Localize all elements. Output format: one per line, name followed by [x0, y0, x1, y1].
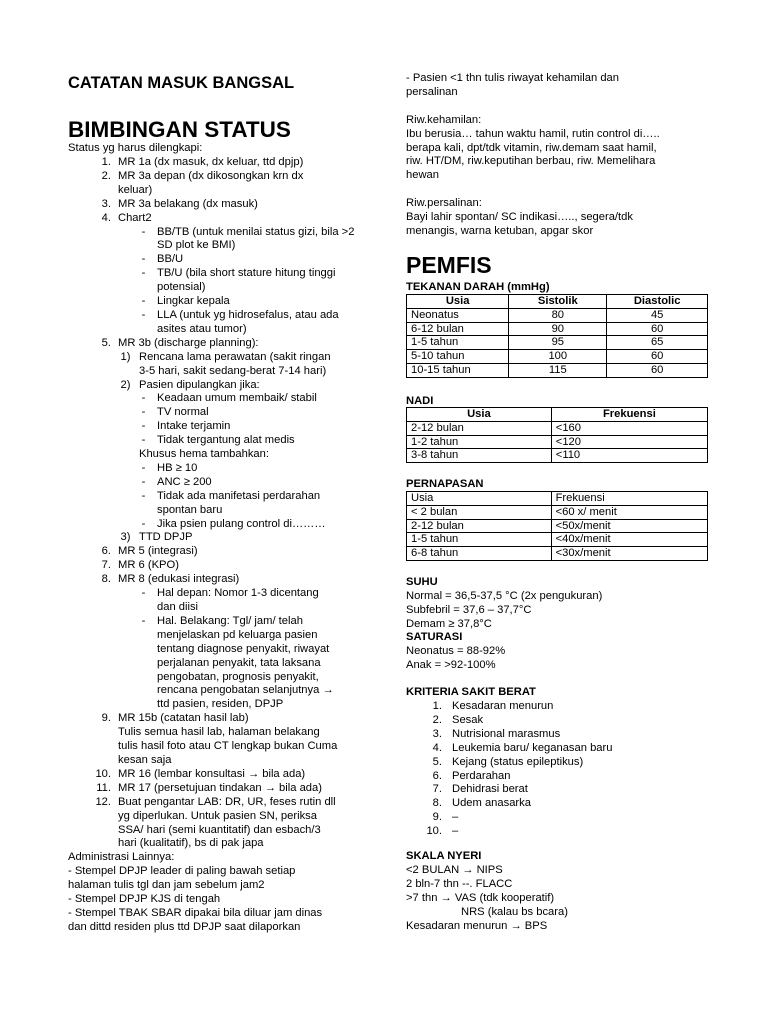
status-line [68, 198, 354, 212]
table-cell: 2-12 bulan [407, 421, 552, 435]
kriteria-item [406, 783, 612, 797]
status-line [68, 351, 354, 365]
list-marker: - [141, 614, 146, 627]
list-text: SD plot ke BMI) [157, 239, 236, 252]
saturasi-title: SATURASI [406, 631, 463, 643]
table-header-cell: Usia [407, 492, 552, 506]
status-line [68, 559, 354, 573]
list-text: MR 1a (dx masuk, dx keluar, ttd dpjp) [118, 156, 304, 168]
status-line [68, 309, 354, 323]
table-cell: 65 [607, 336, 708, 350]
table-row [407, 308, 708, 322]
riwayat-line: menangis, warna ketuban, apgar skor [406, 224, 594, 237]
list-text: Jika psien pulang control di……… [157, 517, 326, 530]
list-marker: 6. [101, 545, 111, 558]
table-cell: 60 [607, 350, 708, 364]
list-text: TB/U (bila short stature hitung tinggi [157, 267, 336, 280]
kriteria-number: 5. [432, 755, 442, 768]
kriteria-item [406, 728, 612, 742]
kriteria-text: – [452, 825, 459, 838]
list-marker: - [141, 225, 146, 238]
list-text: asites atau tumor) [157, 322, 247, 335]
riwayat-line: berapa kali, dpt/tdk vitamin, riw.demam saat hamil, [406, 141, 657, 154]
table-cell: 100 [509, 350, 607, 364]
status-line [68, 824, 354, 838]
kriteria-text: Dehidrasi berat [452, 783, 528, 796]
table-cell: 5-10 tahun [407, 350, 509, 364]
table-cell: < 2 bulan [407, 505, 552, 519]
td-title: TEKANAN DARAH (mmHg) [406, 281, 550, 293]
list-text: menjelaskan pd keluarga pasien [157, 628, 318, 641]
admin-line: - Stempel DPJP KJS di tengah [68, 892, 221, 905]
list-text: MR 6 (KPO) [118, 559, 179, 572]
table-row [407, 533, 708, 547]
kriteria-number: 6. [432, 769, 442, 782]
pernapasan-title: PERNAPASAN [406, 478, 484, 490]
table-cell: 45 [607, 308, 708, 322]
status-line [68, 740, 354, 754]
kriteria-item [406, 742, 612, 756]
list-text: LLA (untuk yg hidrosefalus, atau ada [157, 308, 339, 321]
riwayat-line: Riw.kehamilan: [406, 113, 482, 126]
saturasi-line: Anak = >92-100% [406, 658, 496, 671]
table-row [407, 322, 708, 336]
status-line [68, 712, 354, 726]
status-line [68, 281, 354, 295]
admin-line: dan dittd residen plus ttd DPJP saat dilaporkan [68, 920, 301, 933]
nyeri-title: SKALA NYERI [406, 850, 482, 862]
riwayat-line: riw. HT/DM, riw.keputihan berbau, riw. Memelihara [406, 155, 656, 168]
riwayat-line [406, 183, 660, 197]
status-line [68, 392, 354, 406]
status-line [68, 462, 354, 476]
table-cell: 1-5 tahun [407, 336, 509, 350]
status-line [68, 684, 354, 698]
list-text: keluar) [118, 183, 153, 196]
status-line [68, 615, 354, 629]
status-line [68, 212, 354, 226]
list-text: MR 15b (catatan hasil lab) [118, 712, 249, 725]
status-line [68, 253, 354, 267]
list-text: HB ≥ 10 [157, 461, 198, 474]
status-line [68, 782, 354, 796]
heading-pemfis: PEMFIS [406, 252, 492, 278]
table-cell: 2-12 bulan [407, 519, 552, 533]
status-line [68, 531, 354, 545]
list-text: MR 3a depan (dx dikosongkan krn dx [118, 169, 304, 182]
kriteria-number: 1. [432, 700, 442, 712]
list-text: Rencana lama perawatan (sakit ringan [139, 350, 331, 363]
table-cell: 60 [607, 363, 708, 377]
kriteria-text: Udem anasarka [452, 797, 531, 810]
saturasi-line: Neonatus = 88-92% [406, 645, 506, 657]
list-text: MR 17 (persetujuan tindakan → bila ada) [118, 781, 322, 794]
list-text: BB/TB (untuk menilai status gizi, bila >2 [157, 225, 355, 238]
riwayat-line: Bayi lahir spontan/ SC indikasi….., segera/tdk [406, 211, 633, 224]
status-line [68, 170, 354, 184]
status-line [68, 239, 354, 253]
status-line [68, 587, 354, 601]
list-text: MR 3a belakang (dx masuk) [118, 197, 258, 210]
list-text: Khusus hema tambahkan: [139, 448, 269, 461]
riwayat-line: persalinan [406, 85, 458, 98]
list-text: Chart2 [118, 211, 152, 224]
list-text: tulis hasil foto atau CT lengkap bukan Cuma [118, 740, 338, 753]
list-text: 3-5 hari, sakit sedang-berat 7-14 hari) [139, 364, 327, 377]
list-marker: - [141, 308, 146, 321]
status-line [68, 768, 354, 782]
table-cell: <110 [551, 449, 707, 463]
table-cell: 1-2 tahun [407, 435, 552, 449]
list-text: Tulis semua hasil lab, halaman belakang [118, 726, 320, 739]
riwayat-line: hewan [406, 169, 439, 182]
list-text: BB/U [157, 253, 184, 266]
list-marker: 12. [95, 795, 111, 808]
list-marker: 9. [101, 712, 111, 725]
nyeri-line: Kesadaran menurun → BPS [406, 919, 548, 932]
list-marker: 1. [101, 156, 111, 168]
nyeri-list [406, 864, 568, 934]
intro-text: Status yg harus dilengkapi: [68, 142, 203, 154]
table-cell: <40x/menit [551, 533, 707, 547]
kriteria-text: Sesak [452, 713, 484, 726]
list-text: MR 5 (integrasi) [118, 545, 198, 558]
list-text: TTD DPJP [139, 531, 193, 544]
table-cell: <120 [551, 435, 707, 449]
nyeri-line: NRS (kalau bs bcara) [461, 905, 568, 918]
table-row [407, 363, 708, 377]
list-text: dan diisi [157, 601, 199, 613]
table-cell: 10-15 tahun [407, 363, 509, 377]
pernapasan-table [406, 491, 708, 561]
status-line [68, 643, 354, 657]
list-text: TV normal [157, 406, 209, 419]
status-line [68, 323, 354, 337]
suhu-line: Demam ≥ 37,8°C [406, 617, 492, 630]
list-marker: - [141, 392, 146, 405]
list-marker: 3. [101, 197, 111, 210]
list-text: kesan saja [118, 753, 172, 766]
list-marker: - [141, 517, 146, 530]
list-marker: 11. [96, 781, 111, 794]
list-text: Keadaan umum membaik/ stabil [157, 392, 317, 405]
table-row [407, 336, 708, 350]
list-marker: 7. [101, 559, 111, 572]
list-text: potensial) [157, 281, 206, 294]
list-text: Hal depan: Nomor 1-3 dicentang [157, 587, 319, 600]
list-text: SSA/ hari (semi kuantitatif) dan esbach/3 [118, 823, 321, 836]
status-line [68, 754, 354, 768]
table-header-cell: Usia [407, 295, 509, 309]
list-text: Pasien dipulangkan jika: [139, 378, 260, 391]
suhu-list [406, 590, 602, 632]
kriteria-text: – [452, 811, 459, 824]
kriteria-item [406, 797, 612, 811]
heading-bimbingan: BIMBINGAN STATUS [68, 117, 291, 142]
riwayat-section [406, 72, 660, 239]
status-line [68, 184, 354, 198]
table-cell: 95 [509, 336, 607, 350]
status-line [68, 365, 354, 379]
status-line [68, 434, 354, 448]
status-line [68, 406, 354, 420]
list-marker: 2) [120, 378, 131, 391]
kriteria-text: Perdarahan [452, 769, 511, 782]
list-marker: 2. [101, 169, 111, 182]
list-text: hari (kualitatif), bs di pak japa [118, 837, 264, 850]
list-text: ANC ≥ 200 [157, 475, 212, 488]
table-header-cell: Sistolik [509, 295, 607, 309]
list-marker: - [141, 295, 146, 308]
kriteria-item [406, 756, 612, 770]
kriteria-number: 10. [426, 825, 442, 838]
table-cell: <30x/menit [551, 547, 707, 561]
riwayat-line [406, 100, 660, 114]
list-text: Buat pengantar LAB: DR, UR, feses rutin dll [118, 795, 336, 808]
kriteria-text: Kejang (status epileptikus) [452, 755, 584, 768]
nyeri-line: 2 bln-7 thn --. FLACC [406, 877, 513, 890]
list-marker: - [141, 489, 146, 502]
nadi-table [406, 407, 708, 463]
table-cell: 1-5 tahun [407, 533, 552, 547]
status-line [68, 476, 354, 490]
list-text: Tidak ada manifetasi perdarahan [157, 489, 321, 502]
table-row [407, 350, 708, 364]
status-line [68, 490, 354, 504]
kriteria-number: 8. [432, 797, 442, 810]
table-cell: 6-12 bulan [407, 322, 509, 336]
table-cell: 6-8 tahun [407, 547, 552, 561]
kriteria-text: Kesadaran menurun [452, 700, 554, 712]
suhu-line: Normal = 36,5-37,5 °C (2x pengukuran) [406, 590, 603, 602]
table-row [407, 519, 708, 533]
status-line [68, 448, 354, 462]
list-marker: 8. [101, 573, 111, 586]
status-line [68, 337, 354, 351]
list-text: MR 8 (edukasi integrasi) [118, 573, 240, 586]
nyeri-line: >7 thn → VAS (tdk kooperatif) [406, 891, 555, 904]
table-row [407, 547, 708, 561]
kriteria-list [406, 700, 612, 839]
list-marker: - [141, 253, 146, 266]
list-marker: - [141, 434, 146, 447]
riwayat-line: Ibu berusia… tahun waktu hamil, rutin control di….. [406, 127, 660, 140]
table-cell: 115 [509, 363, 607, 377]
status-line [68, 267, 354, 281]
list-text: spontan baru [157, 503, 223, 516]
table-cell: 90 [509, 322, 607, 336]
kriteria-item [406, 714, 612, 728]
status-line [68, 796, 354, 810]
status-line [68, 295, 354, 309]
status-line [68, 837, 354, 851]
table-cell: 3-8 tahun [407, 449, 552, 463]
list-marker: - [141, 461, 146, 474]
kriteria-item [406, 825, 612, 839]
kriteria-item [406, 811, 612, 825]
list-marker: - [141, 267, 146, 280]
admin-line: halaman tulis tgl dan jam sebelum jam2 [68, 878, 265, 891]
list-text: Hal. Belakang: Tgl/ jam/ telah [157, 614, 303, 627]
status-line [68, 657, 354, 671]
table-row [407, 435, 708, 449]
list-text: pengobatan, prognosis penyakit, [157, 670, 319, 683]
riwayat-line: Riw.persalinan: [406, 197, 482, 210]
admin-line: - Stempel TBAK SBAR dipakai bila diluar jam dinas [68, 906, 323, 919]
kriteria-number: 4. [432, 741, 442, 754]
table-row [407, 505, 708, 519]
table-cell: 60 [607, 322, 708, 336]
status-line [68, 629, 354, 643]
table-cell: <50x/menit [551, 519, 707, 533]
table-header-cell: Frekuensi [551, 492, 707, 506]
kriteria-item [406, 770, 612, 784]
suhu-title: SUHU [406, 576, 438, 588]
status-line [68, 156, 354, 170]
list-marker: 5. [101, 336, 111, 349]
list-marker: - [141, 475, 146, 488]
status-list [68, 156, 354, 851]
nyeri-line: <2 BULAN → NIPS [406, 864, 503, 876]
list-text: MR 16 (lembar konsultasi → bila ada) [118, 767, 306, 780]
status-line [68, 420, 354, 434]
admin-title: Administrasi Lainnya: [68, 851, 175, 863]
list-marker: 3) [120, 531, 131, 544]
list-text: Tidak tergantung alat medis [157, 434, 295, 447]
table-header-cell: Diastolic [607, 295, 708, 309]
list-marker: 4. [101, 211, 111, 224]
list-text: MR 3b (discharge planning): [118, 336, 259, 349]
table-cell: 80 [509, 308, 607, 322]
kriteria-item [406, 700, 612, 714]
admin-line: - Stempel DPJP leader di paling bawah setiap [68, 865, 296, 877]
list-text: rencana pengobatan selanjutnya → [157, 684, 334, 697]
list-text: yg diperlukan. Untuk pasien SN, periksa [118, 809, 317, 822]
riwayat-line: - Pasien <1 thn tulis riwayat kehamilan dan [406, 72, 619, 84]
kriteria-text: Leukemia baru/ keganasan baru [452, 741, 613, 754]
status-line [68, 671, 354, 685]
list-marker: 1) [120, 350, 131, 363]
status-line [68, 698, 354, 712]
status-line [68, 601, 354, 615]
table-header-cell: Usia [407, 408, 552, 422]
list-text: ttd pasien, residen, DPJP [157, 698, 284, 711]
table-cell: <60 x/ menit [551, 505, 707, 519]
status-line [68, 518, 354, 532]
list-text: perjalanan penyakit, tata laksana [157, 656, 321, 669]
list-marker: - [141, 587, 146, 600]
saturasi-list [406, 645, 505, 673]
list-marker: 10. [95, 767, 111, 780]
table-cell: <160 [551, 421, 707, 435]
table-row [407, 421, 708, 435]
table-header-cell: Frekuensi [551, 408, 707, 422]
status-line [68, 545, 354, 559]
kriteria-number: 9. [432, 811, 442, 824]
status-line [68, 810, 354, 824]
suhu-line: Subfebril = 37,6 – 37,7°C [406, 603, 532, 616]
nadi-title: NADI [406, 395, 434, 407]
table-cell: Neonatus [407, 308, 509, 322]
heading-catatan: CATATAN MASUK BANGSAL [68, 74, 295, 92]
list-text: tentang diagnose penyakit, riwayat [157, 642, 330, 655]
kriteria-title: KRITERIA SAKIT BERAT [406, 686, 536, 698]
status-line [68, 379, 354, 393]
list-marker: - [141, 420, 146, 433]
status-line [68, 226, 354, 240]
admin-list [68, 865, 322, 935]
status-line [68, 573, 354, 587]
kriteria-number: 7. [432, 783, 442, 796]
status-line [68, 504, 354, 518]
list-text: Lingkar kepala [157, 295, 230, 308]
list-text: Intake terjamin [157, 420, 231, 433]
kriteria-text: Nutrisional marasmus [452, 727, 561, 740]
tekanan-darah-table [406, 294, 708, 378]
kriteria-number: 3. [432, 727, 442, 740]
kriteria-number: 2. [432, 713, 442, 726]
status-line [68, 726, 354, 740]
table-row [407, 449, 708, 463]
list-marker: - [141, 406, 146, 419]
